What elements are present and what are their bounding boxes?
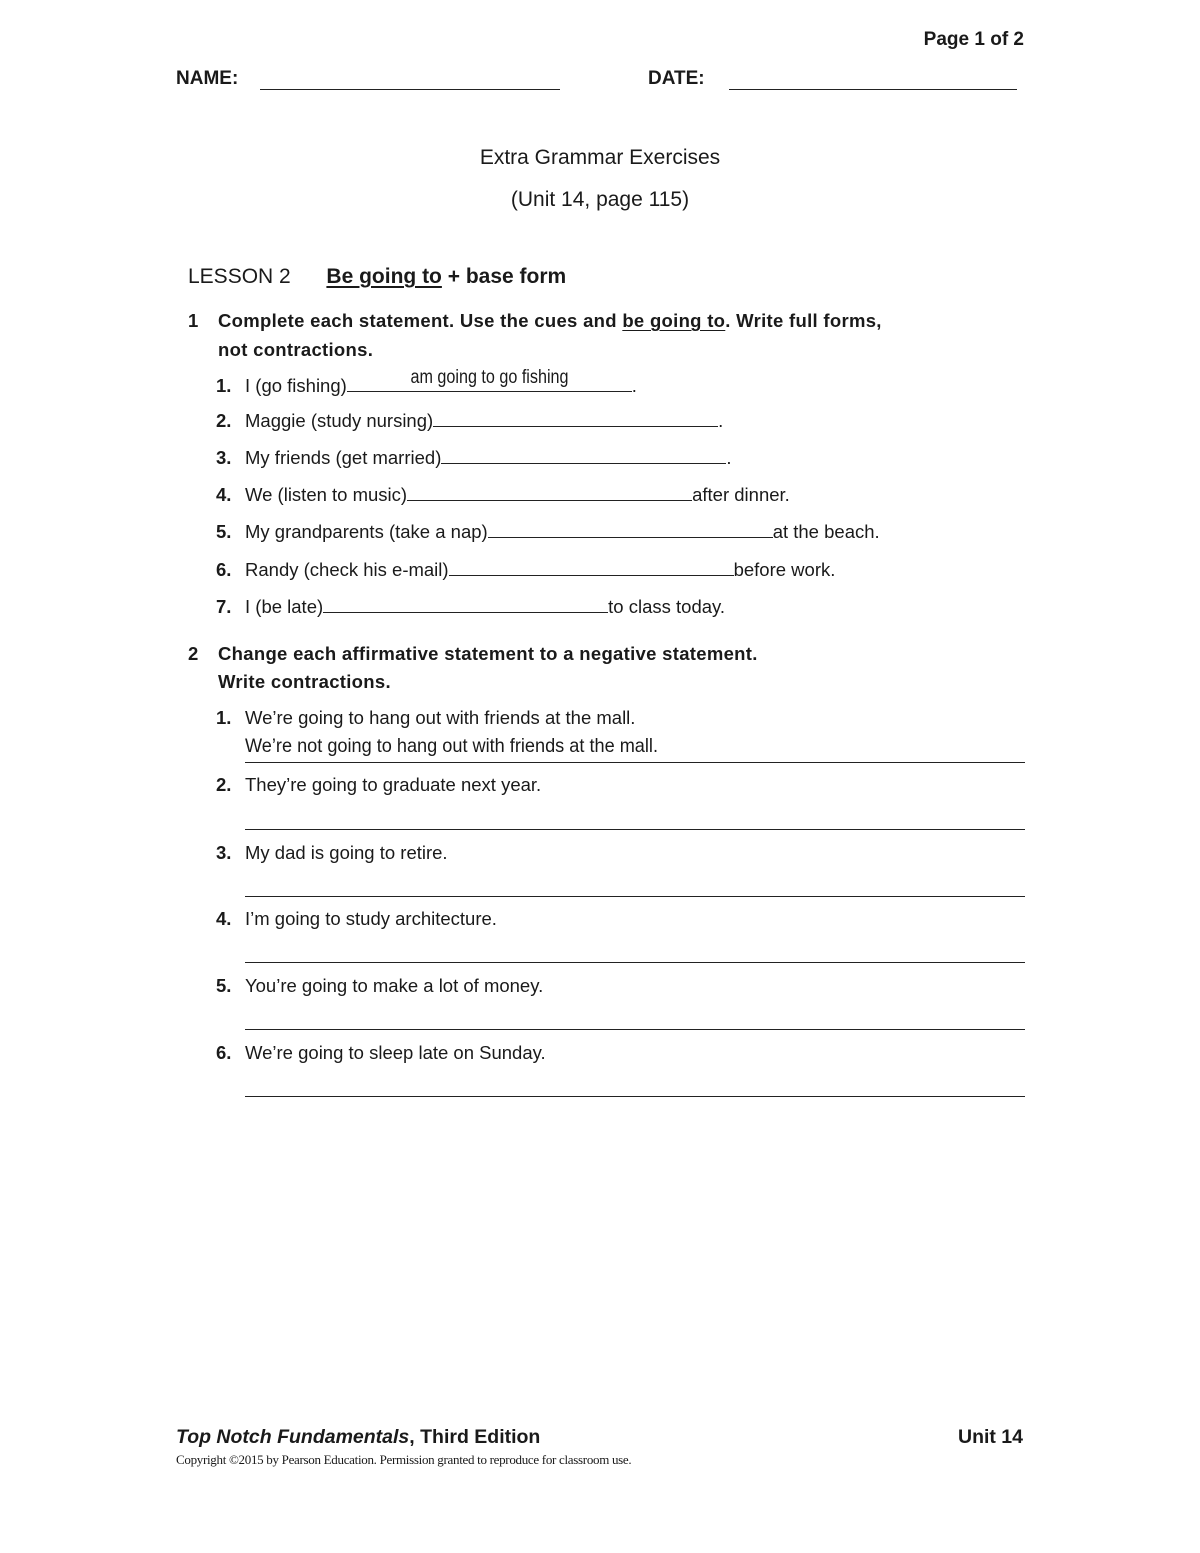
lesson-label: LESSON 2: [188, 265, 291, 288]
item-cue: I (go fishing): [245, 375, 347, 396]
answer-line[interactable]: [245, 1029, 1025, 1030]
name-label: NAME:: [176, 68, 239, 89]
answer-line[interactable]: [245, 762, 1025, 763]
item-after: .: [718, 410, 724, 431]
item-number: 1.: [216, 375, 232, 396]
item-cue: We (listen to music): [245, 484, 408, 505]
item-after: after dinner.: [692, 484, 790, 505]
item-number: 2.: [216, 410, 232, 431]
answer-text: We’re not going to hang out with friends at the mall.: [245, 735, 658, 757]
exercise-2-item: [216, 774, 541, 796]
exercise-number: 2: [188, 643, 199, 664]
exercise-1-item: [216, 408, 723, 432]
answer-blank[interactable]: [323, 594, 608, 613]
instr-underlined: be going to: [622, 310, 726, 331]
answer-blank[interactable]: [433, 408, 718, 427]
item-number: 3.: [216, 447, 232, 468]
answer-blank[interactable]: [488, 519, 773, 538]
item-statement: I’m going to study architecture.: [245, 908, 497, 929]
item-statement: You’re going to make a lot of money.: [245, 975, 544, 996]
answer-line[interactable]: [245, 1096, 1025, 1097]
item-statement: My dad is going to retire.: [245, 842, 448, 863]
copyright: Copyright ©2015 by Pearson Education. Permission granted to reproduce for classroom use.: [176, 1452, 632, 1467]
exercise-2-item: [216, 842, 448, 864]
exercise-1-item: [216, 445, 732, 469]
exercise-2-item: [216, 975, 543, 997]
item-number: 6.: [216, 1042, 232, 1063]
item-statement: They’re going to graduate next year.: [245, 774, 542, 795]
page-subtitle: (Unit 14, page 115): [510, 188, 690, 211]
item-number: 1.: [216, 707, 232, 728]
exercise-2-instructions: [188, 643, 758, 665]
item-after: at the beach.: [772, 521, 880, 542]
exercise-1-item: [216, 482, 790, 506]
item-after: before work.: [733, 559, 836, 580]
answer-blank[interactable]: [347, 367, 632, 392]
exercise-number: 1: [188, 310, 199, 331]
page-title: Extra Grammar Exercises: [479, 146, 721, 169]
answer-line[interactable]: [245, 962, 1025, 963]
book-edition: , Third Edition: [409, 1426, 541, 1448]
exercise-1-item: [216, 519, 880, 543]
item-cue: Maggie (study nursing): [245, 410, 434, 431]
instr-text: Change each affirmative statement to a negative statement.: [218, 643, 758, 664]
exercise-1-item: [216, 594, 725, 618]
item-after: .: [726, 447, 732, 468]
footer-book: [176, 1426, 540, 1449]
answer-line[interactable]: [245, 829, 1025, 830]
date-field[interactable]: [729, 89, 1017, 90]
date-label: DATE:: [648, 68, 705, 89]
answer-blank[interactable]: [407, 482, 692, 501]
item-statement: We’re going to sleep late on Sunday.: [245, 1042, 546, 1063]
item-cue: I (be late): [245, 596, 324, 617]
item-number: 5.: [216, 975, 232, 996]
exercise-2-item: [216, 707, 635, 729]
item-number: 3.: [216, 842, 232, 863]
item-statement: We’re going to hang out with friends at the mall.: [245, 707, 636, 728]
item-after: to class today.: [608, 596, 726, 617]
answer-line[interactable]: [245, 896, 1025, 897]
item-number: 5.: [216, 521, 232, 542]
answer-text: am going to go fishing: [410, 367, 569, 388]
answer-blank[interactable]: [441, 445, 726, 464]
item-number: 7.: [216, 596, 232, 617]
exercise-2-item: [216, 908, 497, 930]
instr-text: . Write full forms,: [725, 310, 882, 331]
exercise-1-item: [216, 367, 637, 397]
exercise-1-item: [216, 557, 835, 581]
exercise-1-instructions: [188, 310, 882, 332]
item-number: 2.: [216, 774, 232, 795]
exercise-1-instructions-cont: not contractions.: [218, 339, 374, 360]
item-cue: Randy (check his e-mail): [245, 559, 449, 580]
item-cue: My grandparents (take a nap): [245, 521, 488, 542]
item-cue: My friends (get married): [245, 447, 442, 468]
name-field[interactable]: [260, 89, 560, 90]
item-number: 6.: [216, 559, 232, 580]
lesson-topic-underlined: Be going to: [326, 265, 442, 288]
page-number: Page 1 of 2: [923, 29, 1024, 50]
exercise-2-instructions-cont: Write contractions.: [218, 671, 391, 692]
book-title: Top Notch Fundamentals: [176, 1426, 410, 1448]
item-after: .: [631, 375, 637, 396]
lesson-heading: [188, 265, 566, 289]
exercise-2-item: [216, 1042, 546, 1064]
footer-unit: Unit 14: [957, 1426, 1023, 1448]
answer-blank[interactable]: [449, 557, 734, 576]
instr-text: Complete each statement. Use the cues and: [218, 310, 623, 331]
item-number: 4.: [216, 484, 232, 505]
lesson-topic-rest: + base form: [447, 265, 567, 288]
item-number: 4.: [216, 908, 232, 929]
